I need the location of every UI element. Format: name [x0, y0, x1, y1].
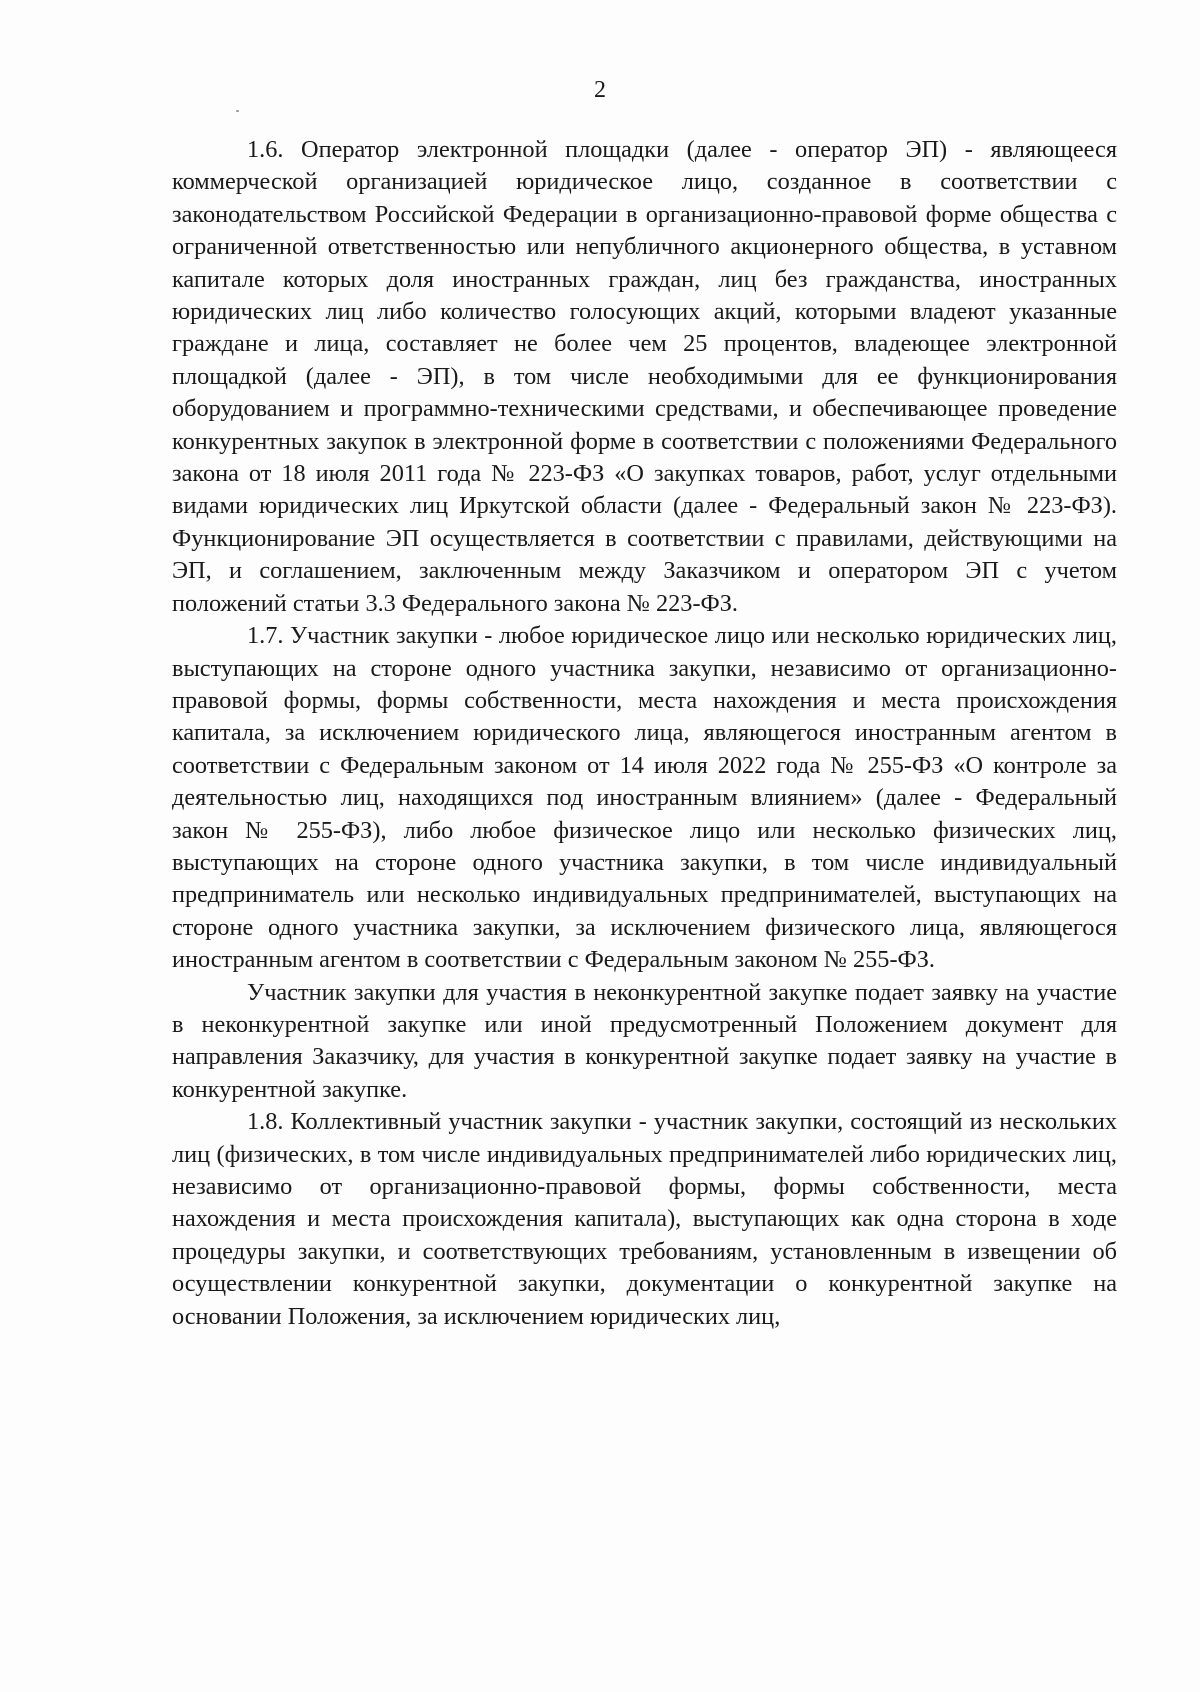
paragraph-1-7-continued: [172, 977, 1117, 1107]
scan-speck: [236, 110, 239, 112]
paragraph-1-7: [172, 620, 1117, 976]
paragraph-1-8: [172, 1106, 1117, 1333]
page-number: 2: [594, 77, 606, 103]
paragraph-1-6: [172, 134, 1117, 620]
paragraph-text: 1.7. Участник закупки - любое юридическое лицо или несколько юридических лиц, выступающих на стороне одного участника закупки, независимо от организационно-правовой формы, формы собственности, места нахождения и места происхождения капитала, за исключением юридического лица, являющегося иностранным агентом в соответствии с Федеральным законом от 14 июля 2022 года № 255-ФЗ «О контроле за деятельностью лиц, находящихся под иностранным влиянием» (далее - Федеральный закон № 255-ФЗ), либо любое физическое лицо или несколько физических лиц, выступающих на стороне одного участника закупки, в том числе индивидуальный предприниматель или несколько индивидуальных предпринимателей, выступающих на стороне одного участника закупки, за исключением физического лица, являющегося иностранным агентом в соответствии с Федеральным законом № 255-ФЗ.: [172, 622, 1117, 974]
paragraph-text: 1.8. Коллективный участник закупки - участник закупки, состоящий из нескольких лиц (физических, в том числе индивидуальных предпринимателей либо юридических лиц, независимо от организационно-правовой формы, формы собственности, места нахождения и места происхождения капитала), выступающих как одна сторона в ходе процедуры закупки, и соответствующих требованиям, установленным в извещении об осуществлении конкурентной закупки, документации о конкурентной закупке на основании Положения, за исключением юридических лиц,: [172, 1108, 1117, 1330]
paragraph-text: 1.6. Оператор электронной площадки (далее - оператор ЭП) - являющееся коммерческой организацией юридическое лицо, созданное в соответствии с законодательством Российской Федерации в организационно-правовой форме общества с ограниченной ответственностью или непубличного акционерного общества, в уставном капитале которых доля иностранных граждан, лиц без гражданства, иностранных юридических лиц либо количество голосующих акций, которыми владеют указанные граждане и лица, составляет не более чем 25 процентов, владеющее электронной площадкой (далее - ЭП), в том числе необходимыми для ее функционирования оборудованием и программно-техническими средствами, и обеспечивающее проведение конкурентных закупок в электронной форме в соответствии с положениями Федерального закона от 18 июля 2011 года № 223-ФЗ «О закупках товаров, работ, услуг отдельными видами юридических лиц Иркутской области (далее - Федеральный закон № 223-ФЗ). Функционирование ЭП осуществляется в соответствии с правилами, действующими на ЭП, и соглашением, заключенным между Заказчиком и оператором ЭП с учетом положений статьи 3.3 Федерального закона № 223-ФЗ.: [172, 136, 1117, 617]
document-body: [172, 134, 1117, 1333]
paragraph-text: Участник закупки для участия в неконкурентной закупке подает заявку на участие в неконкурентной закупке или иной предусмотренный Положением документ для направления Заказчику, для участия в конкурентной закупке подает заявку на участие в конкурентной закупке.: [172, 978, 1117, 1103]
